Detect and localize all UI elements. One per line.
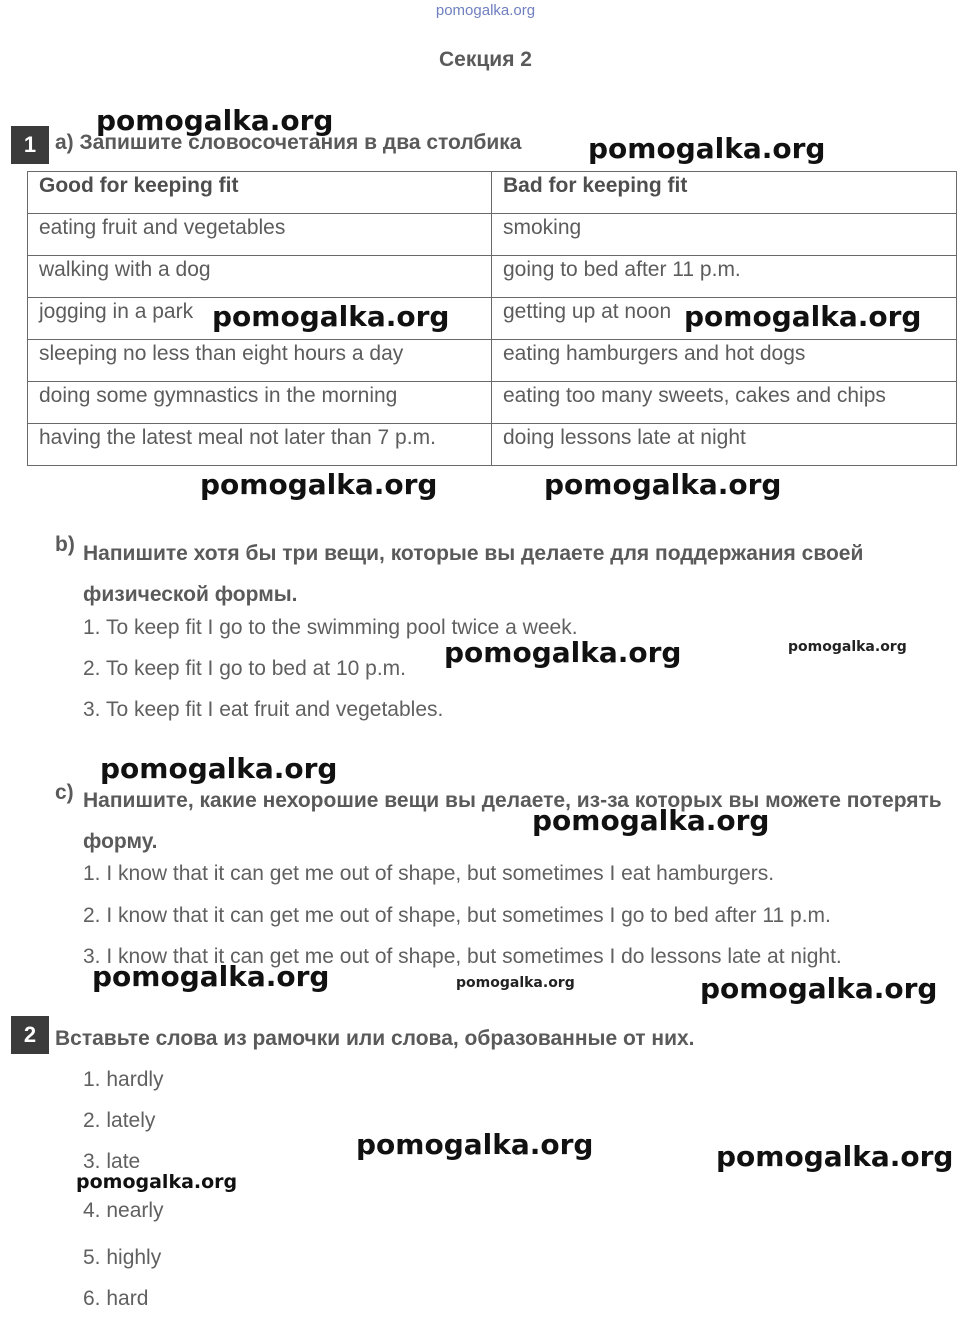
task-1c-answer-2: 2. I know that it can get me out of shape, but sometimes I go to bed after 11 p.m. — [83, 904, 831, 927]
table-row — [28, 340, 957, 382]
column-header-good: Good for keeping fit — [28, 172, 492, 214]
good-cell: doing some gymnastics in the morning — [28, 382, 492, 424]
task-1b-answer-2: 2. To keep fit I go to bed at 10 p.m. — [83, 657, 406, 680]
good-cell: eating fruit and vegetables — [28, 214, 492, 256]
column-header-bad: Bad for keeping fit — [492, 172, 957, 214]
watermark: pomogalka.org — [356, 1128, 594, 1161]
bad-cell: doing lessons late at night — [492, 424, 957, 466]
site-link[interactable]: pomogalka.org — [435, 2, 536, 19]
section-title: Секция 2 — [439, 48, 532, 71]
task-1c-instruction: Напишите, какие нехорошие вещи вы делаете, из-за которых вы можете потерять форму. — [83, 789, 942, 853]
task-1c-answer-1: 1. I know that it can get me out of shape, but sometimes I eat hamburgers. — [83, 862, 775, 885]
bad-cell: going to bed after 11 p.m. — [492, 256, 957, 298]
bad-cell: eating too many sweets, cakes and chips — [492, 382, 957, 424]
watermark: pomogalka.org — [96, 104, 334, 137]
bad-cell: getting up at noon — [492, 298, 957, 340]
watermark: pomogalka.org — [684, 300, 922, 333]
task-1b-answer-1: 1. To keep fit I go to the swimming pool twice a week. — [83, 616, 578, 639]
task-2-answer-2: 2. lately — [83, 1109, 156, 1132]
watermark: pomogalka.org — [212, 300, 450, 333]
task-1c-label: c) — [55, 781, 74, 804]
watermark: pomogalka.org — [700, 972, 938, 1005]
table-header-row — [28, 172, 957, 214]
task-2-answer-4: 4. nearly — [83, 1199, 164, 1222]
task-1b-answer-3: 3. To keep fit I eat fruit and vegetables. — [83, 698, 444, 721]
table-row — [28, 256, 957, 298]
good-cell: jogging in a park — [28, 298, 492, 340]
task-1a-instruction: a) Запишите словосочетания в два столбика — [55, 131, 522, 154]
watermark: pomogalka.org — [444, 636, 682, 669]
bad-cell: eating hamburgers and hot dogs — [492, 340, 957, 382]
task-2-answer-1: 1. hardly — [83, 1068, 164, 1091]
table-row — [28, 382, 957, 424]
task-1-number: 1 — [11, 126, 49, 164]
task-2-answer-6: 6. hard — [83, 1287, 149, 1310]
task-2-instruction: Вставьте слова из рамочки или слова, образованные от них. — [55, 1027, 695, 1050]
task-1b-instruction: Напишите хотя бы три вещи, которые вы делаете для поддержания своей физической формы. — [83, 542, 864, 606]
watermark: pomogalka.org — [788, 639, 907, 655]
task-1b-label: b) — [55, 533, 75, 556]
watermark: pomogalka.org — [76, 1171, 238, 1193]
watermark: pomogalka.org — [716, 1140, 954, 1173]
task-2-number: 2 — [11, 1016, 49, 1054]
watermark: pomogalka.org — [100, 752, 338, 785]
watermark: pomogalka.org — [544, 468, 782, 501]
bad-cell: smoking — [492, 214, 957, 256]
watermark: pomogalka.org — [92, 960, 330, 993]
good-cell: having the latest meal not later than 7 p.m. — [28, 424, 492, 466]
task-2-answer-3: 3. late — [83, 1150, 141, 1173]
watermark: pomogalka.org — [200, 468, 438, 501]
task-2-answer-5: 5. highly — [83, 1246, 162, 1269]
task-1c-answer-3: 3. I know that it can get me out of shape, but sometimes I do lessons late at night. — [83, 945, 842, 968]
watermark: pomogalka.org — [532, 804, 770, 837]
watermark: pomogalka.org — [588, 132, 826, 165]
good-cell: walking with a dog — [28, 256, 492, 298]
watermark: pomogalka.org — [456, 975, 575, 991]
good-cell: sleeping no less than eight hours a day — [28, 340, 492, 382]
table-row — [28, 424, 957, 466]
table-row — [28, 214, 957, 256]
